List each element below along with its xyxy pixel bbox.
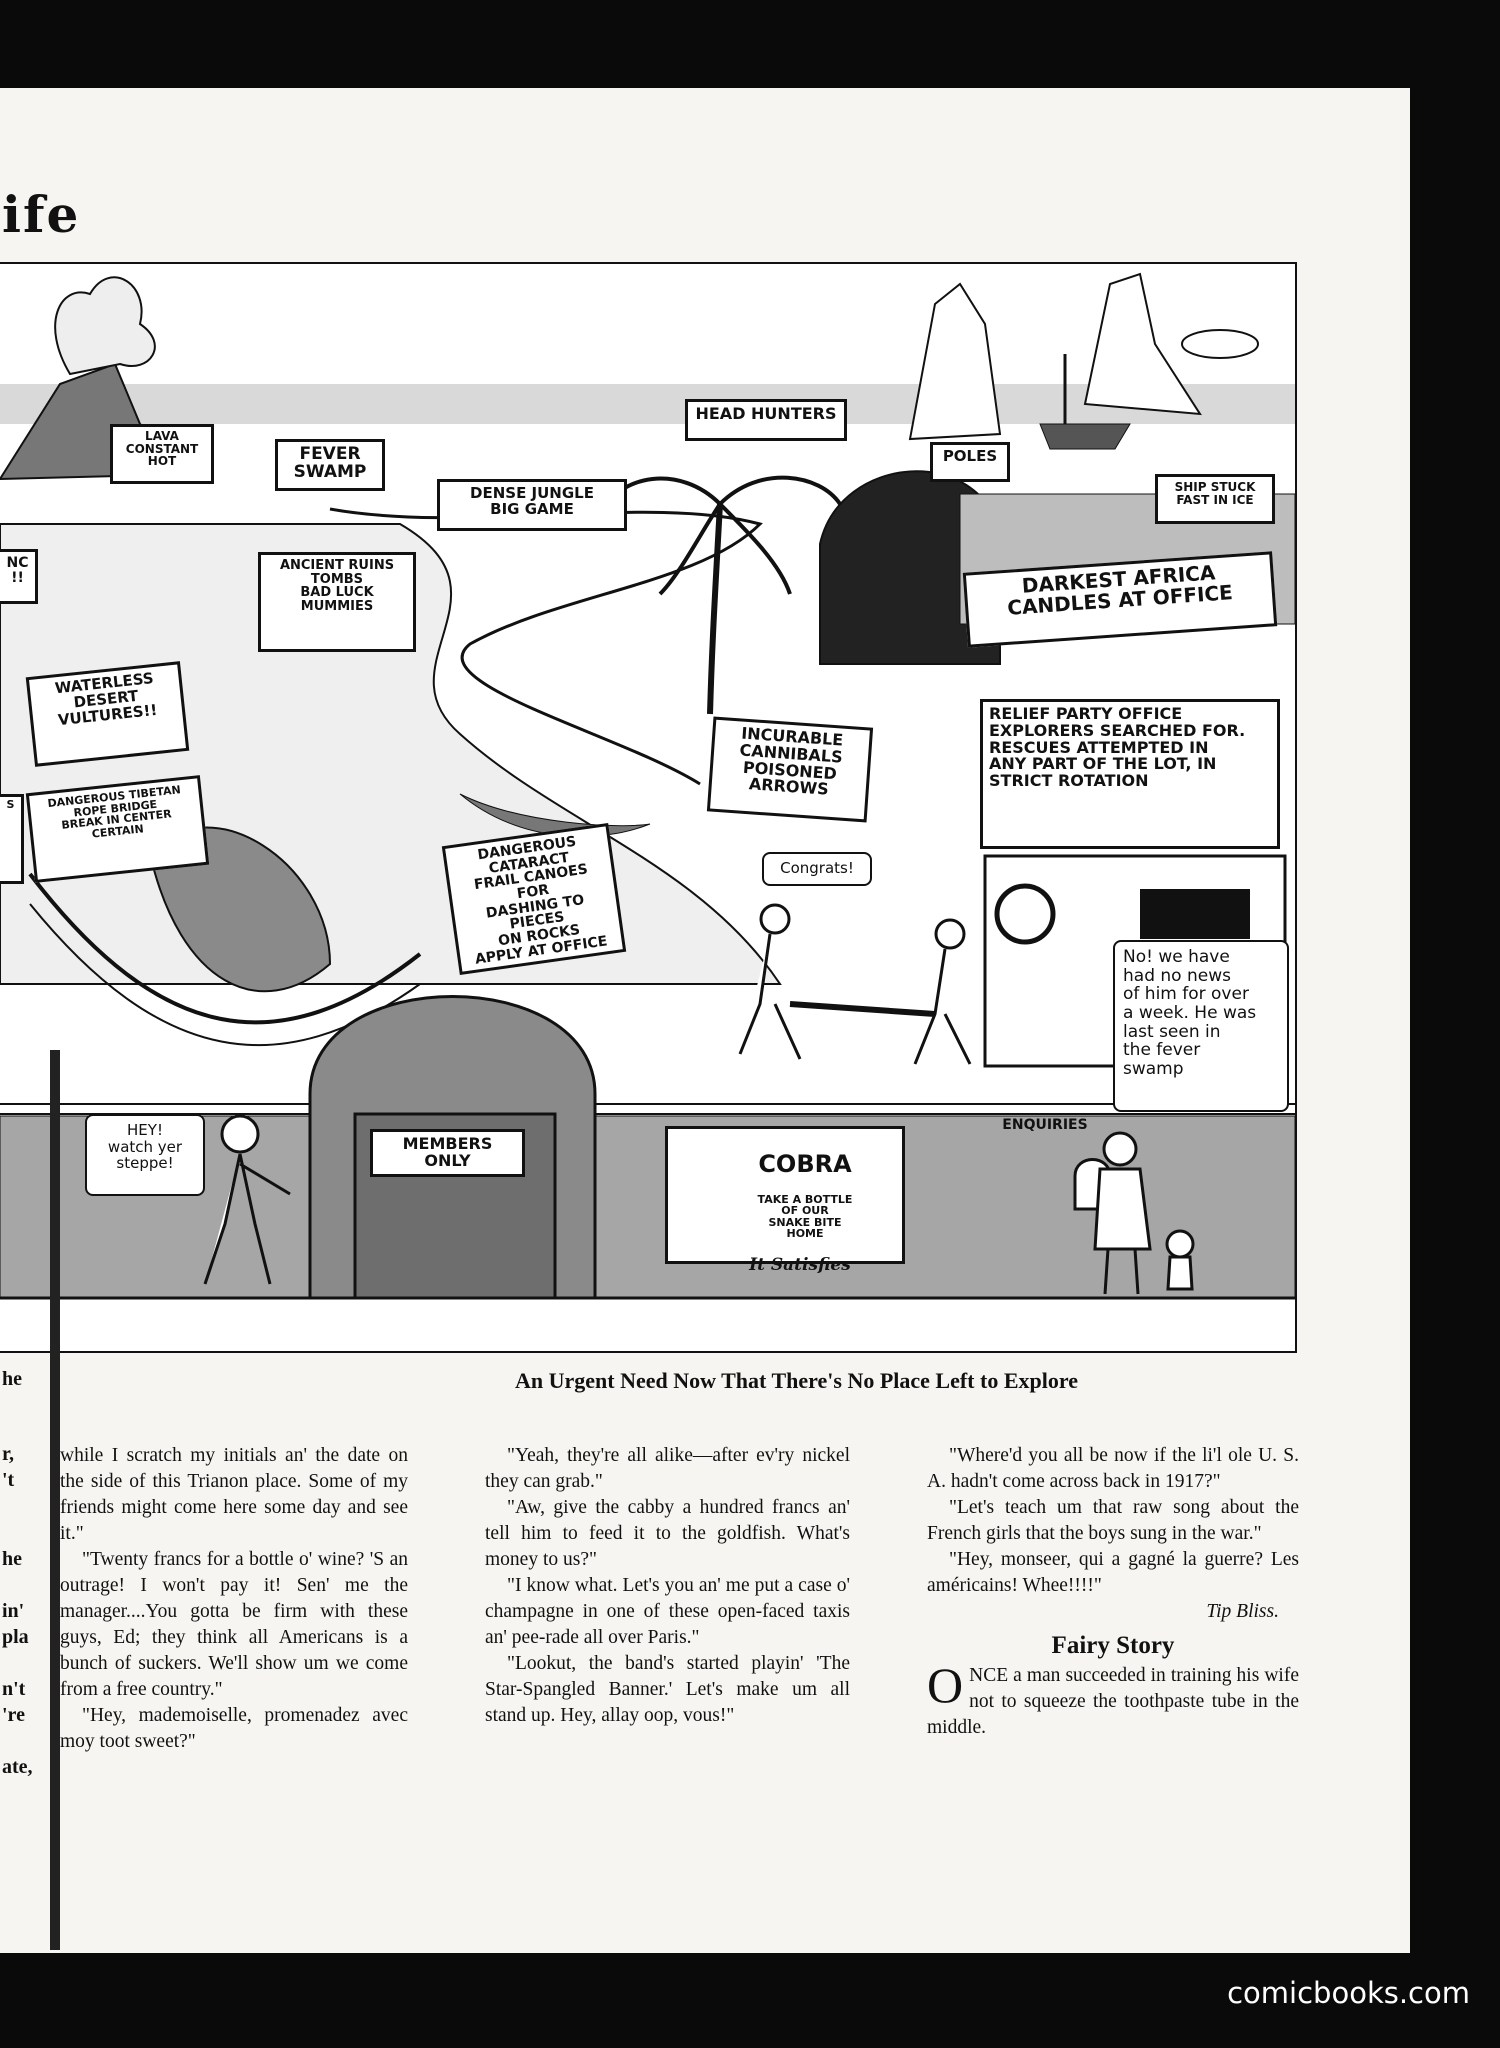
page-gutter	[50, 1050, 60, 1950]
paragraph: "Hey, mademoiselle, promenadez avec moy toot sweet?"	[60, 1705, 408, 1752]
palm-trunk	[710, 504, 720, 714]
sign-head-hunters: HEAD HUNTERS	[685, 399, 847, 441]
ship-hull	[1040, 424, 1130, 449]
picket-fence	[0, 1104, 1295, 1114]
text-column-2	[485, 1443, 850, 1729]
bubble-congrats: Congrats!	[762, 852, 872, 886]
edge-fragment: 're	[2, 1704, 25, 1726]
sign-cannibals: INCURABLE CANNIBALS POISONED ARROWS	[707, 717, 873, 823]
sign-lava: LAVA CONSTANT HOT	[110, 424, 214, 484]
watermark: comicbooks.com	[1227, 1976, 1470, 2010]
sign-dense-jungle: DENSE JUNGLE BIG GAME	[437, 479, 627, 531]
cobra-ad-poster	[665, 1126, 905, 1275]
edge-fragment: in'	[2, 1600, 25, 1622]
paragraph: "Where'd you all be now if the li'l ole U. S. A. hadn't come across back in 1917?"	[927, 1445, 1299, 1492]
edge-fragment: 't	[2, 1469, 15, 1491]
sign-poles: POLES	[930, 442, 1010, 482]
sign-waterless-desert: WATERLESS DESERT VULTURES!!	[26, 661, 190, 767]
paragraph: "Twenty francs for a bottle o' wine? 'S an outrage! I won't pay it! Sen' me the manager....You gotta be firm with these guys, Ed; they think all Americans is a bunch of suckers. We'll show um we come from a free country."	[60, 1549, 408, 1700]
paragraph: "Hey, monseer, qui a gagné la guerre? Les américains! Whee!!!!"	[927, 1549, 1299, 1596]
story-title: Fairy Story	[1051, 1632, 1175, 1659]
edge-fragment: he	[2, 1548, 22, 1570]
office-window	[1140, 889, 1250, 939]
sign-edge-s: S	[0, 794, 24, 884]
paragraph: "Lookut, the band's started playin' 'The Star-Spangled Banner.' Let's make um all stand up. Hey, allay oop, vous!"	[485, 1653, 850, 1726]
paragraph: while I scratch my initials an' the date on the side of this Trianon place. Some of my friends might come here some day and see it."	[60, 1445, 408, 1544]
cobra-ad-slogan: It Satisfies	[749, 1254, 851, 1275]
sign-ancient-ruins: ANCIENT RUINS TOMBS BAD LUCK MUMMIES	[258, 552, 416, 652]
sign-ship-stuck: SHIP STUCK FAST IN ICE	[1155, 474, 1275, 524]
sign-enquiries: ENQUIRIES	[1002, 1117, 1088, 1133]
edge-fragment: pla	[2, 1626, 29, 1648]
cobra-ad-text: TAKE A BOTTLE OF OUR SNAKE BITE HOME	[757, 1192, 853, 1241]
sign-edge-nc: NC !!	[0, 549, 38, 604]
bubble-hey: HEY! watch yer steppe!	[85, 1114, 205, 1196]
cartoon-caption: An Urgent Need Now That There's No Place Left to Explore	[515, 1368, 1078, 1393]
sign-fever-swamp: FEVER SWAMP	[275, 439, 385, 491]
edge-fragment: he	[2, 1368, 22, 1390]
paragraph: "Let's teach um that raw song about the French girls that the boys sung in the war."	[927, 1497, 1299, 1544]
iceberg-left	[910, 284, 1000, 439]
edge-fragment: n't	[2, 1678, 26, 1700]
signature: Tip Bliss.	[1206, 1601, 1279, 1622]
child-figure	[1167, 1231, 1193, 1289]
edge-fragment: r,	[2, 1443, 15, 1465]
sign-cataract: DANGEROUS CATARACT FRAIL CANOES FOR DASHING TO PIECES ON ROCKS APPLY AT OFFICE	[442, 823, 626, 975]
cobra-ad-title: COBRA	[758, 1149, 852, 1178]
drop-cap: O	[927, 1657, 964, 1713]
paragraph: "Yeah, they're all alike—after ev'ry nickel they can grab."	[485, 1445, 850, 1492]
cartoon-illustration	[0, 262, 1297, 1353]
page-headline-fragment: ife	[2, 185, 81, 244]
sign-relief-party: RELIEF PARTY OFFICE EXPLORERS SEARCHED FOR. RESCUES ATTEMPTED IN ANY PART OF THE LOT, IN STRICT ROTATION	[980, 699, 1280, 849]
text-column-3	[927, 1443, 1299, 1741]
text-column-1	[60, 1443, 408, 1755]
airship	[1182, 330, 1258, 358]
bubble-no-news: No! we have had no news of him for over a week. He was last seen in the fever swamp	[1113, 940, 1289, 1112]
sign-tibetan-bridge: DANGEROUS TIBETAN ROPE BRIDGE BREAK IN CENTER CERTAIN	[26, 775, 209, 883]
story-text: NCE a man succeeded in training his wife not to squeeze the toothpaste tube in the middle.	[927, 1665, 1299, 1738]
story-paragraph	[927, 1657, 1299, 1741]
paragraph: "I know what. Let's you an' me put a case o' champagne in one of these open-faced taxis an' pee-rade all over Paris."	[485, 1575, 850, 1648]
sign-members-only: MEMBERS ONLY	[370, 1129, 525, 1177]
sign-darkest-africa: DARKEST AFRICA CANDLES AT OFFICE	[963, 551, 1277, 647]
edge-fragment: ate,	[2, 1756, 33, 1778]
paragraph: "Aw, give the cabby a hundred francs an' tell him to feed it to the goldfish. What's money to us?"	[485, 1497, 850, 1570]
volcano-smoke	[55, 277, 155, 374]
